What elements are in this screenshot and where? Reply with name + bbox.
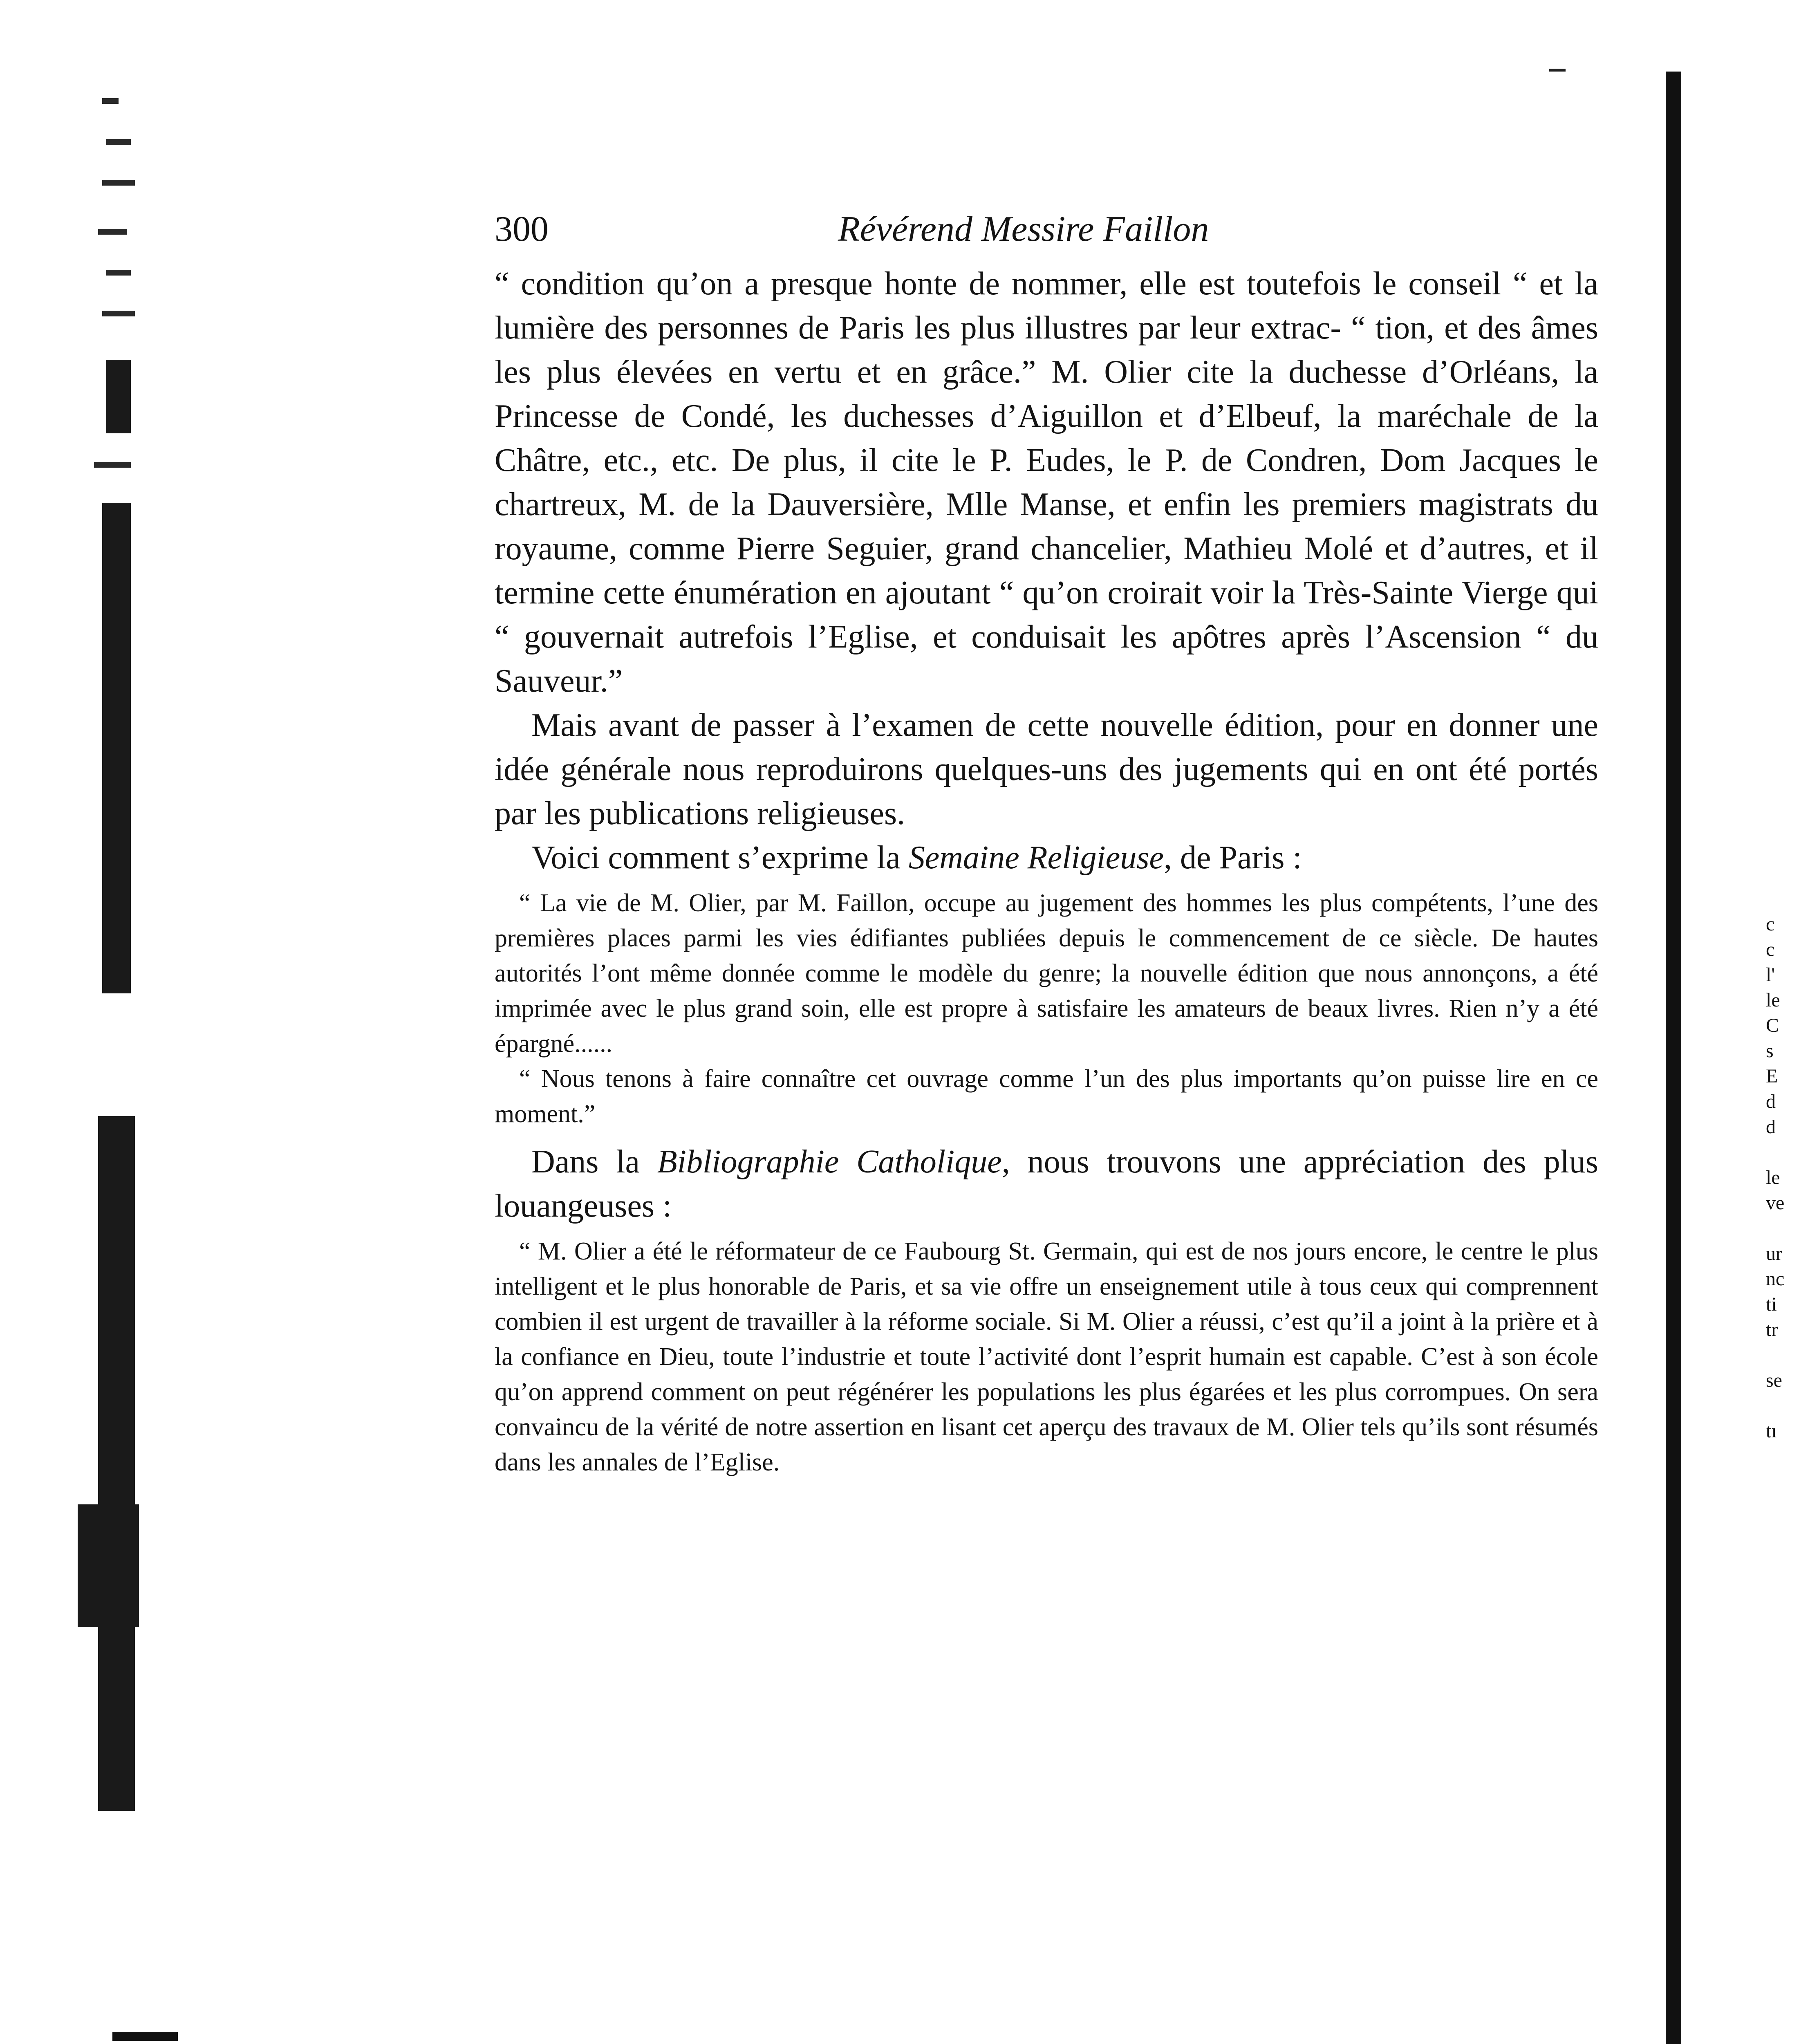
paragraph-3-text-end: , de Paris :: [1163, 840, 1302, 876]
scan-right-edge-bar: [1666, 72, 1681, 2044]
fragment: c: [1766, 939, 1775, 960]
paragraph-2: Mais avant de passer à l’examen de cette nouvelle édition, pour en donner une idée générale nous reproduirons quelques-uns des jugements qui en ont été portés par les publications religieuses.: [495, 707, 1598, 831]
scan-bottom-mark: [112, 2032, 178, 2041]
paragraph-3: [495, 836, 1598, 880]
scan-mark: [1549, 69, 1566, 72]
fragment: [1766, 1342, 1815, 1368]
facing-page-fragments: [1766, 912, 1815, 1444]
fragment: tı: [1766, 1420, 1777, 1442]
page-number: 300: [495, 209, 549, 249]
book-page: [495, 192, 1598, 1480]
fragment: se: [1766, 1369, 1782, 1391]
fragment: le: [1766, 1167, 1780, 1188]
fragment: c: [1766, 913, 1775, 935]
fragment: [1766, 1393, 1815, 1419]
fragment: d: [1766, 1116, 1776, 1138]
fragment: [1766, 1216, 1815, 1241]
fragment: ve: [1766, 1192, 1785, 1214]
page-header: [495, 192, 1598, 262]
fragment: tr: [1766, 1319, 1778, 1340]
journal-title-bibliographie: Bibliographie Catholique: [657, 1144, 1002, 1180]
paragraph-4-text-end: , nous trouvons une appréciation des plus louangeuses :: [495, 1144, 1598, 1224]
scan-left-edge: [61, 74, 135, 2044]
quote-3: “ M. Olier a été le réformateur de ce Faubourg St. Germain, qui est de nos jours encore, le centre le plus intelligent et le plus honorable de Paris, et sa vie offre un enseignement utile à tous ceux qui comprennent combien il est urgent de travailler à la réforme sociale. Si M. Olier a réussi, c’est qu’il a joint à la prière et à la confiance en Dieu, toute l’industrie et toute l’activité dont l’esprit humain est capable. C’est à son école qu’on apprend comment on peut régénérer les populations les plus égarées et les plus corrompues. On sera convaincu de la vérité de notre assertion en lisant cet aperçu des travaux de M. Olier tels qu’ils sont résumés dans les annales de l’Eglise.: [495, 1237, 1598, 1476]
fragment: le: [1766, 989, 1780, 1011]
fragment: nc: [1766, 1268, 1785, 1290]
quote-1: “ La vie de M. Olier, par M. Faillon, occupe au jugement des hommes les plus compétents, l’une des premières places parmi les vies édifiantes publiées depuis le commencement de ce siècle. De hautes autorités l’ont même donnée comme le modèle du genre; la nouvelle édition que nous annonçons, a été imprimée avec le plus grand soin, elle est propre à satisfaire les amateurs de beaux livres. Rien n’y a été épargné......: [495, 889, 1598, 1058]
fragment: d: [1766, 1091, 1776, 1112]
fragment: s: [1766, 1040, 1774, 1062]
fragment: ur: [1766, 1243, 1782, 1264]
paragraph-4: [495, 1140, 1598, 1228]
fragment: E: [1766, 1065, 1778, 1087]
fragment: C: [1766, 1015, 1779, 1036]
fragment: [1766, 1140, 1815, 1165]
quote-2: “ Nous tenons à faire connaître cet ouvrage comme l’un des plus importants qu’on puisse lire en ce moment.”: [495, 1065, 1598, 1128]
fragment: l': [1766, 964, 1775, 986]
paragraph-4-text: Dans la: [531, 1144, 657, 1180]
fragment: ti: [1766, 1293, 1777, 1315]
paragraph-3-text: Voici comment s’exprime la: [531, 840, 909, 876]
journal-title-semaine: Semaine Religieuse: [908, 840, 1164, 876]
paragraph-1: “ condition qu’on a presque honte de nommer, elle est toutefois le conseil “ et la lumière des personnes de Paris les plus illustres par leur extrac- “ tion, et des âmes les plus élevées en vertu et en grâce.” M. Olier cite la duchesse d’Orléans, la Princesse de Condé, les duchesses d’Aiguillon et d’Elbeuf, la maréchale de la Châtre, etc., etc. De plus, il cite le P. Eudes, le P. de Condren, Dom Jacques le chartreux, M. de la Dauversière, Mlle Manse, et enfin les premiers magistrats du royaume, comme Pierre Seguier, grand chancelier, Mathieu Molé et d’autres, et il termine cette énumération en ajoutant “ qu’on croirait voir la Très-Sainte Vierge qui “ gouvernait autrefois l’Eglise, et conduisait les apôtres après l’Ascension “ du Sauveur.”: [495, 266, 1598, 699]
running-title: Révérend Messire Faillon: [838, 209, 1209, 249]
